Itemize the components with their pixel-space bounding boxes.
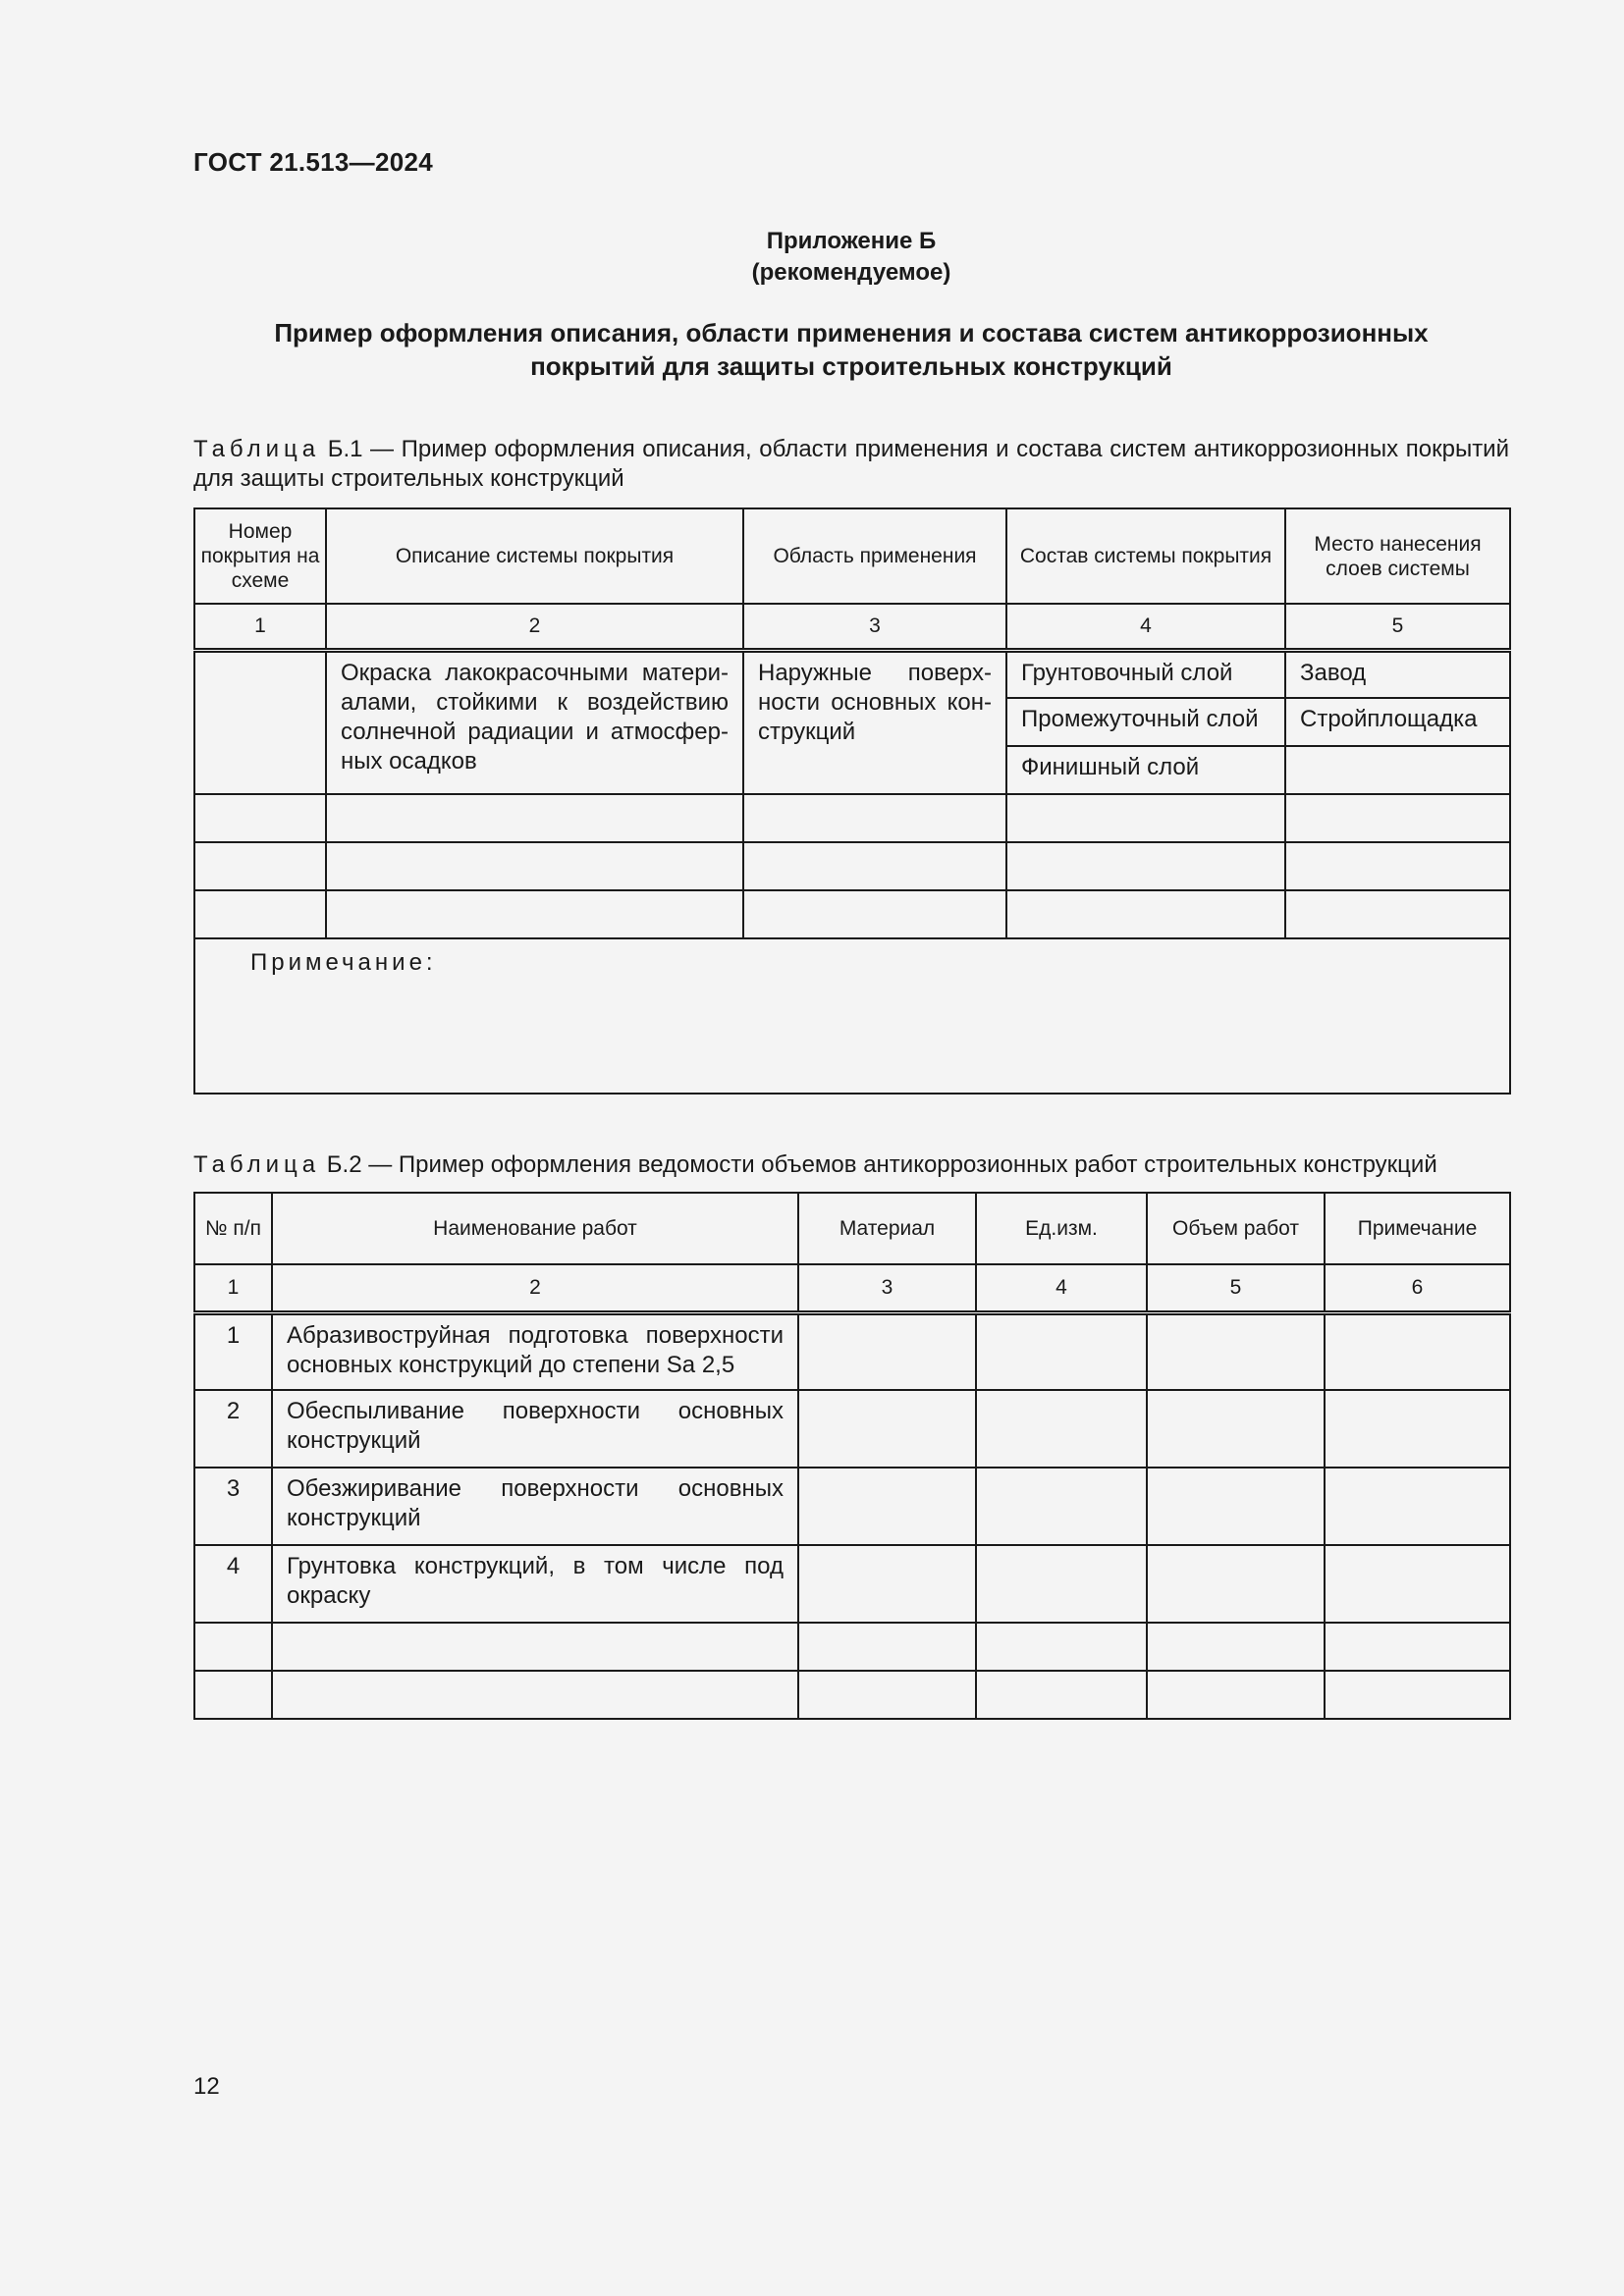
table-2-row (194, 1545, 1510, 1623)
empty-cell (194, 794, 326, 842)
col-number: 2 (272, 1264, 798, 1312)
empty-cell (798, 1312, 976, 1390)
empty-cell (1006, 794, 1285, 842)
empty-cell (272, 1623, 798, 1671)
table-1-note-row (194, 938, 1510, 1094)
layer-composition-cell (1006, 650, 1285, 698)
layer-place (1286, 747, 1509, 759)
empty-cell (798, 1623, 976, 1671)
table-2-row (194, 1390, 1510, 1468)
empty-cell (1285, 890, 1510, 938)
empty-cell (1325, 1312, 1510, 1390)
empty-cell (272, 1671, 798, 1719)
coating-number-cell (194, 650, 326, 794)
row-number-cell (194, 1468, 272, 1545)
empty-cell (194, 842, 326, 890)
layer-place-cell (1285, 698, 1510, 746)
empty-cell (326, 842, 743, 890)
empty-cell (326, 890, 743, 938)
table-1-header-number: Номер покрытия на схеме (194, 508, 326, 604)
table-1-empty-row (194, 842, 1510, 890)
page-number: 12 (193, 2073, 220, 2100)
col-number: 4 (976, 1264, 1147, 1312)
table-2-empty-row (194, 1671, 1510, 1719)
empty-cell (798, 1671, 976, 1719)
appendix-heading-line-1: Пример оформления описания, области применения и состава систем антикоррозионных (274, 318, 1429, 347)
row-number: 2 (226, 1398, 241, 1424)
empty-cell (976, 1312, 1147, 1390)
table-2-caption-text: Б.2 — Пример оформления ведомости объемов антикоррозионных работ строительных конструкций (320, 1151, 1437, 1178)
work-name-cell (272, 1545, 798, 1623)
table-1 (193, 507, 1511, 1095)
empty-cell (743, 794, 1006, 842)
empty-cell (1147, 1390, 1325, 1468)
col-number: 1 (194, 604, 326, 650)
layer-composition: Промежуточный слой (1021, 706, 1259, 732)
table-2 (193, 1192, 1511, 1720)
table-2-header-material: Материал (798, 1193, 976, 1264)
work-name: Обезжиривание поверхности основных конструкций (287, 1475, 784, 1531)
table-1-note-label: Примечание: (250, 949, 437, 976)
empty-cell (798, 1545, 976, 1623)
appendix-title: Приложение Б (766, 228, 937, 254)
empty-cell (976, 1390, 1147, 1468)
col-number: 5 (1285, 604, 1510, 650)
empty-cell (1325, 1545, 1510, 1623)
table-2-row (194, 1312, 1510, 1390)
work-name: Обеспыливание поверхности основных конструкций (287, 1398, 784, 1454)
table-1-header-composition: Состав системы покрытия (1006, 508, 1285, 604)
empty-cell (1285, 842, 1510, 890)
empty-cell (976, 1468, 1147, 1545)
col-number: 1 (194, 1264, 272, 1312)
col-number: 3 (743, 604, 1006, 650)
layer-composition-cell (1006, 698, 1285, 746)
table-1-header-place: Место нанесения слоев системы (1285, 508, 1510, 604)
col-number: 6 (1325, 1264, 1510, 1312)
table-2-caption (193, 1150, 1509, 1180)
row-number: 3 (226, 1475, 241, 1502)
appendix-title-block (193, 226, 1509, 289)
empty-cell (743, 842, 1006, 890)
table-1-header-row (194, 508, 1510, 604)
empty-cell (1006, 890, 1285, 938)
coating-description: Окраска лакокрасочными материалами, стойкими к воздействию солнечной радиации и атмосферных осадков (341, 659, 729, 774)
empty-cell (1147, 1545, 1325, 1623)
row-number: 1 (226, 1321, 241, 1349)
table-2-caption-label: Таблица (193, 1151, 321, 1178)
empty-cell (743, 890, 1006, 938)
table-2-column-numbers (194, 1264, 1510, 1312)
empty-cell (1285, 794, 1510, 842)
appendix-status: (рекомендуемое) (751, 259, 951, 286)
empty-cell (976, 1671, 1147, 1719)
table-1-caption-label: Таблица (193, 436, 321, 462)
coating-scope: Наружные поверхности основных конструкций (758, 659, 992, 745)
table-1-note-cell (194, 938, 1510, 1094)
empty-cell (1325, 1671, 1510, 1719)
row-number-cell (194, 1390, 272, 1468)
table-1-empty-row (194, 794, 1510, 842)
work-name-cell (272, 1312, 798, 1390)
table-2-header-volume: Объем работ (1147, 1193, 1325, 1264)
table-2-empty-row (194, 1623, 1510, 1671)
work-name-cell (272, 1390, 798, 1468)
table-1-caption-text: Б.1 — Пример оформления описания, области применения и состава систем антикоррозионных покрытий для защиты строительных конструкций (193, 436, 1509, 492)
layer-place: Стройплощадка (1300, 706, 1478, 732)
empty-cell (1147, 1623, 1325, 1671)
empty-cell (1325, 1390, 1510, 1468)
empty-cell (194, 890, 326, 938)
document-code: ГОСТ 21.513—2024 (193, 147, 434, 177)
col-number: 2 (326, 604, 743, 650)
empty-cell (1325, 1468, 1510, 1545)
layer-composition: Финишный слой (1021, 754, 1200, 780)
coating-description-cell (326, 650, 743, 794)
row-number: 4 (226, 1553, 241, 1579)
table-2-header-note: Примечание (1325, 1193, 1510, 1264)
table-1-caption (193, 435, 1509, 494)
appendix-heading-line-2: покрытий для защиты строительных конструкций (530, 351, 1172, 381)
table-2-header-no: № п/п (194, 1193, 272, 1264)
col-number: 5 (1147, 1264, 1325, 1312)
table-1-row (194, 650, 1510, 698)
empty-cell (1147, 1468, 1325, 1545)
empty-cell (326, 794, 743, 842)
coating-scope-cell (743, 650, 1006, 794)
row-number-cell (194, 1312, 272, 1390)
work-name-cell (272, 1468, 798, 1545)
work-name: Грунтовка конструкций, в том числе под окраску (287, 1553, 784, 1609)
layer-composition: Грунтовочный слой (1021, 659, 1233, 686)
layer-place: Завод (1300, 659, 1367, 686)
table-1-header-description: Описание системы покрытия (326, 508, 743, 604)
empty-cell (1325, 1623, 1510, 1671)
table-1-column-numbers (194, 604, 1510, 650)
empty-cell (194, 1671, 272, 1719)
table-2-header-row (194, 1193, 1510, 1264)
empty-cell (976, 1545, 1147, 1623)
empty-cell (194, 1623, 272, 1671)
table-1-header-scope: Область применения (743, 508, 1006, 604)
table-2-row (194, 1468, 1510, 1545)
empty-cell (1147, 1671, 1325, 1719)
layer-place-cell (1285, 746, 1510, 794)
col-number: 4 (1006, 604, 1285, 650)
table-2-header-name: Наименование работ (272, 1193, 798, 1264)
empty-cell (1006, 842, 1285, 890)
row-number-cell (194, 1545, 272, 1623)
table-1-empty-row (194, 890, 1510, 938)
work-name: Абразивоструйная подготовка поверхности основных конструкций до степени Sa 2,5 (287, 1321, 784, 1378)
layer-place-cell (1285, 650, 1510, 698)
empty-cell (798, 1468, 976, 1545)
empty-cell (976, 1623, 1147, 1671)
empty-cell (1147, 1312, 1325, 1390)
col-number: 3 (798, 1264, 976, 1312)
layer-composition-cell (1006, 746, 1285, 794)
empty-cell (798, 1390, 976, 1468)
appendix-heading (193, 316, 1509, 383)
table-2-header-unit: Ед.изм. (976, 1193, 1147, 1264)
